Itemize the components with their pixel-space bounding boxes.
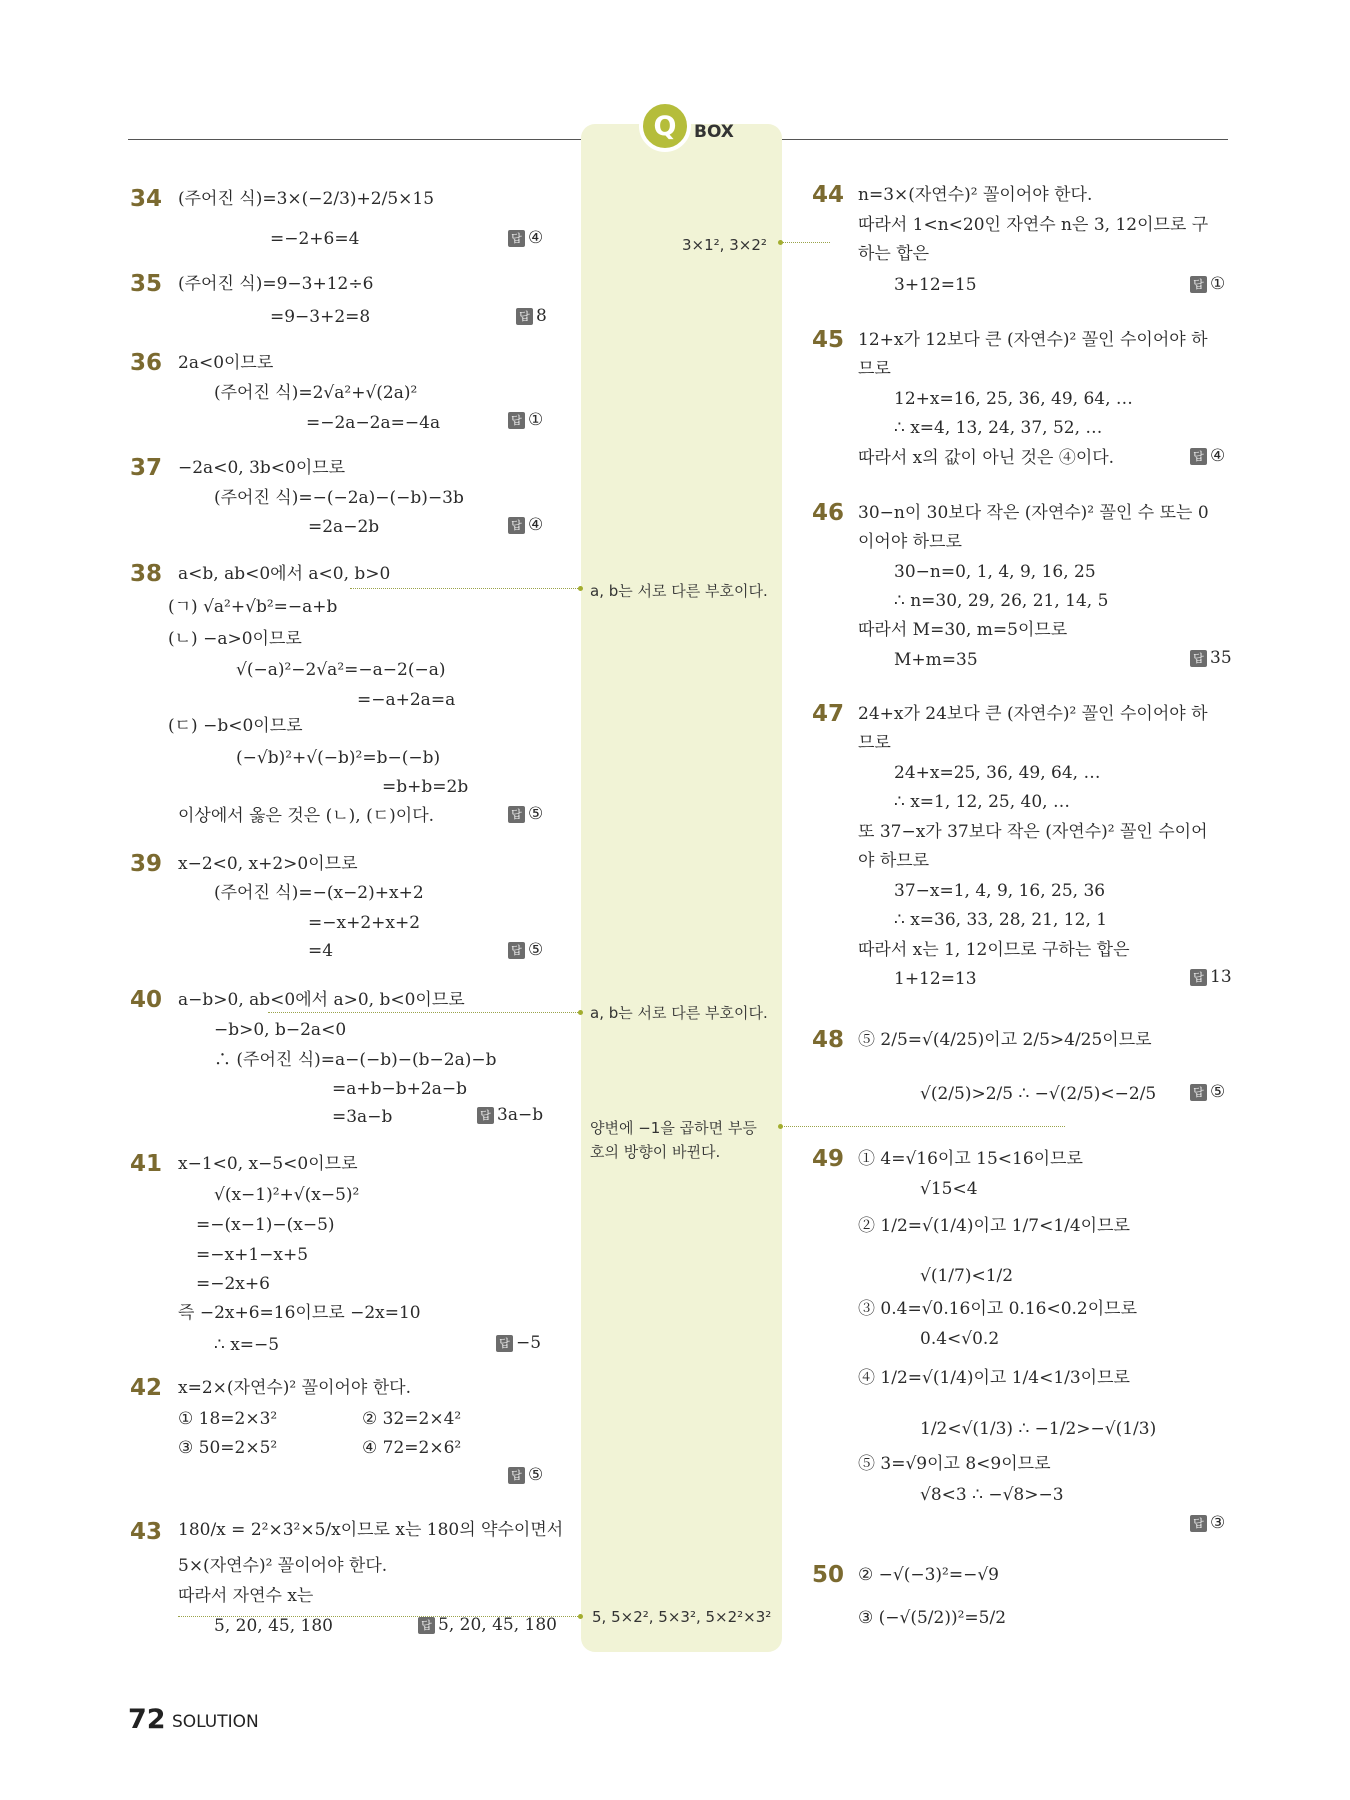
solution-line: 30−n=0, 1, 4, 9, 16, 25	[894, 562, 1096, 582]
note-dot	[578, 586, 583, 591]
solution-line: (주어진 식)=9−3+12÷6	[178, 274, 374, 294]
qbox-panel	[581, 124, 782, 1652]
solution-line: 3+12=15	[894, 275, 977, 295]
solution-line: (주어진 식)=−(−2a)−(−b)−3b	[214, 488, 464, 508]
answer-mark	[1190, 648, 1232, 668]
problem-number: 44	[812, 182, 845, 208]
answer-value: 3a−b	[497, 1105, 544, 1125]
solution-line: 180/x = 2²×3²×5/x이므로 x는 180의 약수이면서	[178, 1520, 564, 1540]
qbox-note: 호의 방향이 바뀐다.	[590, 1143, 721, 1161]
solution-line: √(1/7)<1/2	[920, 1266, 1014, 1286]
answer-icon: 답	[1190, 1515, 1207, 1532]
solution-line: ∴ n=30, 29, 26, 21, 14, 5	[894, 591, 1109, 611]
solution-line: √15<4	[920, 1179, 978, 1199]
problem-number: 47	[812, 701, 845, 727]
solution-line: 30−n이 30보다 작은 (자연수)² 꼴인 수 또는 0	[858, 503, 1209, 523]
answer-value: ⑤	[528, 804, 544, 824]
solution-line: −2a<0, 3b<0이므로	[178, 458, 346, 478]
problem-number: 35	[130, 271, 163, 297]
solution-line: =−2x+6	[196, 1274, 270, 1294]
answer-icon: 답	[508, 806, 525, 823]
problem-number: 40	[130, 987, 163, 1013]
answer-icon: 답	[418, 1617, 435, 1634]
solution-line: (−√b)²+√(−b)²=b−(−b)	[236, 748, 441, 768]
answer-value: 5, 20, 45, 180	[438, 1615, 557, 1635]
answer-mark	[1190, 967, 1232, 987]
solution-line: √8<3 ∴ −√8>−3	[920, 1485, 1064, 1505]
answer-value: ④	[1210, 446, 1226, 466]
problem-number: 37	[130, 455, 163, 481]
answer-mark	[508, 410, 543, 430]
solution-line: a−b>0, ab<0에서 a>0, b<0이므로	[178, 990, 465, 1010]
solution-line: 따라서 x는 1, 12이므로 구하는 합은	[858, 940, 1130, 960]
page-number: 72	[128, 1704, 166, 1735]
answer-mark	[477, 1105, 543, 1125]
answer-icon: 답	[1190, 1084, 1207, 1101]
solution-line: (주어진 식)=3×(−2/3)+2/5×15	[178, 189, 435, 209]
solution-line: =b+b=2b	[382, 777, 469, 797]
solution-line: ③ 0.4=√0.16이고 0.16<0.2이므로	[858, 1299, 1138, 1319]
solution-line: 12+x가 12보다 큰 (자연수)² 꼴인 수이어야 하	[858, 330, 1208, 350]
solution-line: ∴ x=4, 13, 24, 37, 52, …	[894, 418, 1103, 438]
answer-value: ①	[1210, 274, 1226, 294]
solution-line: 따라서 자연수 x는	[178, 1586, 314, 1606]
note-dot	[578, 1614, 583, 1619]
solution-line: 또 37−x가 37보다 작은 (자연수)² 꼴인 수이어	[858, 822, 1208, 842]
solution-line: n=3×(자연수)² 꼴이어야 한다.	[858, 185, 1093, 205]
problem-number: 36	[130, 350, 163, 376]
solution-line: 0.4<√0.2	[920, 1329, 1000, 1349]
solution-line: (ㄱ) √a²+√b²=−a+b	[168, 597, 338, 617]
answer-value: −5	[516, 1333, 542, 1353]
solution-line: ∴ x=1, 12, 25, 40, …	[894, 792, 1070, 812]
solution-line: =4	[308, 941, 334, 961]
solution-line: 24+x가 24보다 큰 (자연수)² 꼴인 수이어야 하	[858, 704, 1208, 724]
answer-value: ④	[528, 515, 544, 535]
problem-number: 42	[130, 1375, 163, 1401]
solution-line: 이어야 하므로	[858, 532, 962, 552]
answer-mark	[1190, 1082, 1225, 1102]
solution-line: √(−a)²−2√a²=−a−2(−a)	[236, 660, 446, 680]
solution-line: 야 하므로	[858, 851, 930, 871]
solution-line: 므로	[858, 733, 891, 753]
solution-line: =−2+6=4	[270, 229, 360, 249]
answer-icon: 답	[1190, 276, 1207, 293]
answer-mark	[418, 1615, 557, 1635]
answer-value: ①	[528, 410, 544, 430]
solution-line: =2a−2b	[308, 517, 380, 537]
note-leader-line	[178, 1616, 578, 1617]
solution-line: =−x+2+x+2	[308, 913, 421, 933]
solution-line: √(2/5)>2/5 ∴ −√(2/5)<−2/5	[920, 1084, 1157, 1104]
solution-line: 24+x=25, 36, 49, 64, …	[894, 763, 1101, 783]
note-dot	[578, 1010, 583, 1015]
solution-line: 따라서 M=30, m=5이므로	[858, 620, 1068, 640]
note-dot	[778, 1124, 783, 1129]
solution-line: 5×(자연수)² 꼴이어야 한다.	[178, 1556, 388, 1576]
solution-line: =a+b−b+2a−b	[332, 1079, 467, 1099]
answer-icon: 답	[1190, 650, 1207, 667]
solution-line: ⑤ 3=√9이고 8<9이므로	[858, 1454, 1051, 1474]
solution-line: 5, 20, 45, 180	[214, 1616, 333, 1636]
answer-icon: 답	[1190, 969, 1207, 986]
answer-mark	[1190, 1513, 1225, 1533]
answer-icon: 답	[508, 230, 525, 247]
solution-line: 따라서 1<n<20인 자연수 n은 3, 12이므로 구	[858, 215, 1209, 235]
section-label: SOLUTION	[172, 1712, 259, 1732]
answer-mark	[508, 515, 543, 535]
problem-number: 39	[130, 851, 163, 877]
solution-line: 2a<0이므로	[178, 353, 274, 373]
solution-line: 12+x=16, 25, 36, 49, 64, …	[894, 389, 1133, 409]
solution-line: ② −√(−3)²=−√9	[858, 1565, 999, 1585]
answer-icon: 답	[516, 308, 533, 325]
qbox-note: 3×1², 3×2²	[682, 236, 767, 254]
problem-number: 46	[812, 500, 845, 526]
answer-icon: 답	[496, 1335, 513, 1352]
solution-line: 1+12=13	[894, 969, 977, 989]
solution-line: x−1<0, x−5<0이므로	[178, 1154, 358, 1174]
solution-line: =−x+1−x+5	[196, 1245, 309, 1265]
answer-value: 13	[1210, 967, 1232, 987]
problem-number: 34	[130, 186, 163, 212]
answer-value: ⑤	[528, 940, 544, 960]
solution-line: ① 4=√16이고 15<16이므로	[858, 1149, 1083, 1169]
solution-line: −b>0, b−2a<0	[214, 1020, 347, 1040]
qbox-note: 5, 5×2², 5×3², 5×2²×3²	[592, 1608, 772, 1626]
solution-line: ④ 72=2×6²	[362, 1438, 462, 1458]
problem-number: 43	[130, 1519, 163, 1545]
solution-line: ② 1/2=√(1/4)이고 1/7<1/4이므로	[858, 1216, 1130, 1236]
solution-line: ① 18=2×3²	[178, 1409, 278, 1429]
answer-icon: 답	[508, 412, 525, 429]
answer-value: ④	[528, 228, 544, 248]
solution-line: ∴ x=36, 33, 28, 21, 12, 1	[894, 910, 1108, 930]
note-leader-line	[268, 1012, 578, 1013]
solution-line: =−2a−2a=−4a	[306, 413, 441, 433]
answer-mark	[508, 804, 543, 824]
problem-number: 45	[812, 327, 845, 353]
solution-line: 37−x=1, 4, 9, 16, 25, 36	[894, 881, 1106, 901]
note-leader-line	[350, 588, 578, 589]
solution-line: ∴ x=−5	[214, 1335, 280, 1355]
note-dot	[778, 240, 783, 245]
solution-line: 이상에서 옳은 것은 (ㄴ), (ㄷ)이다.	[178, 806, 435, 826]
solution-line: =−(x−1)−(x−5)	[196, 1215, 335, 1235]
solution-line: x−2<0, x+2>0이므로	[178, 854, 358, 874]
answer-icon: 답	[508, 942, 525, 959]
solution-line: =3a−b	[332, 1107, 393, 1127]
answer-value: ⑤	[1210, 1082, 1226, 1102]
problem-number: 49	[812, 1146, 845, 1172]
solution-line: 따라서 x의 값이 아닌 것은 ④이다.	[858, 448, 1115, 468]
answer-value: 8	[536, 306, 547, 326]
qbox-logo: Q	[639, 100, 691, 152]
solution-line: ⑤ 2/5=√(4/25)이고 2/5>4/25이므로	[858, 1030, 1152, 1050]
answer-mark	[1190, 446, 1225, 466]
answer-icon: 답	[508, 1467, 525, 1484]
solution-line: (주어진 식)=2√a²+√(2a)²	[214, 383, 418, 403]
answer-value: ③	[1210, 1513, 1226, 1533]
note-leader-line	[780, 1126, 1065, 1127]
answer-value: ⑤	[528, 1465, 544, 1485]
qbox-note: 양변에 −1을 곱하면 부등	[590, 1119, 757, 1137]
solution-line: ∴ (주어진 식)=a−(−b)−(b−2a)−b	[214, 1050, 497, 1070]
solution-line: √(x−1)²+√(x−5)²	[214, 1185, 360, 1205]
solution-line: a<b, ab<0에서 a<0, b>0	[178, 564, 391, 584]
solution-line: =9−3+2=8	[270, 307, 371, 327]
solution-line: ② 32=2×4²	[362, 1409, 462, 1429]
answer-mark	[508, 1465, 543, 1485]
note-leader-line	[780, 242, 830, 243]
answer-icon: 답	[1190, 448, 1207, 465]
qbox-label: BOX	[694, 122, 734, 142]
answer-icon: 답	[508, 517, 525, 534]
problem-number: 38	[130, 561, 163, 587]
solution-line: ④ 1/2=√(1/4)이고 1/4<1/3이므로	[858, 1368, 1130, 1388]
solution-line: M+m=35	[894, 650, 978, 670]
solution-line: =−a+2a=a	[357, 690, 456, 710]
answer-mark	[1190, 274, 1225, 294]
answer-icon: 답	[477, 1107, 494, 1124]
answer-mark	[496, 1333, 541, 1353]
solution-line: (ㄷ) −b<0이므로	[168, 716, 303, 736]
solution-line: 하는 합은	[858, 244, 930, 264]
solution-line: (주어진 식)=−(x−2)+x+2	[214, 883, 424, 903]
problem-number: 48	[812, 1027, 845, 1053]
solution-line: 즉 −2x+6=16이므로 −2x=10	[178, 1303, 421, 1323]
solution-line: ③ 50=2×5²	[178, 1438, 278, 1458]
solution-line: (ㄴ) −a>0이므로	[168, 629, 302, 649]
solution-line: ③ (−√(5/2))²=5/2	[858, 1608, 1007, 1628]
solution-line: x=2×(자연수)² 꼴이어야 한다.	[178, 1378, 411, 1398]
qbox-note: a, b는 서로 다른 부호이다.	[590, 582, 768, 600]
answer-mark	[516, 306, 547, 326]
solution-line: 1/2<√(1/3) ∴ −1/2>−√(1/3)	[920, 1419, 1157, 1439]
problem-number: 50	[812, 1562, 845, 1588]
qbox-note: a, b는 서로 다른 부호이다.	[590, 1004, 768, 1022]
answer-mark	[508, 228, 543, 248]
answer-mark	[508, 940, 543, 960]
solution-line: 므로	[858, 359, 891, 379]
problem-number: 41	[130, 1151, 163, 1177]
answer-value: 35	[1210, 648, 1232, 668]
